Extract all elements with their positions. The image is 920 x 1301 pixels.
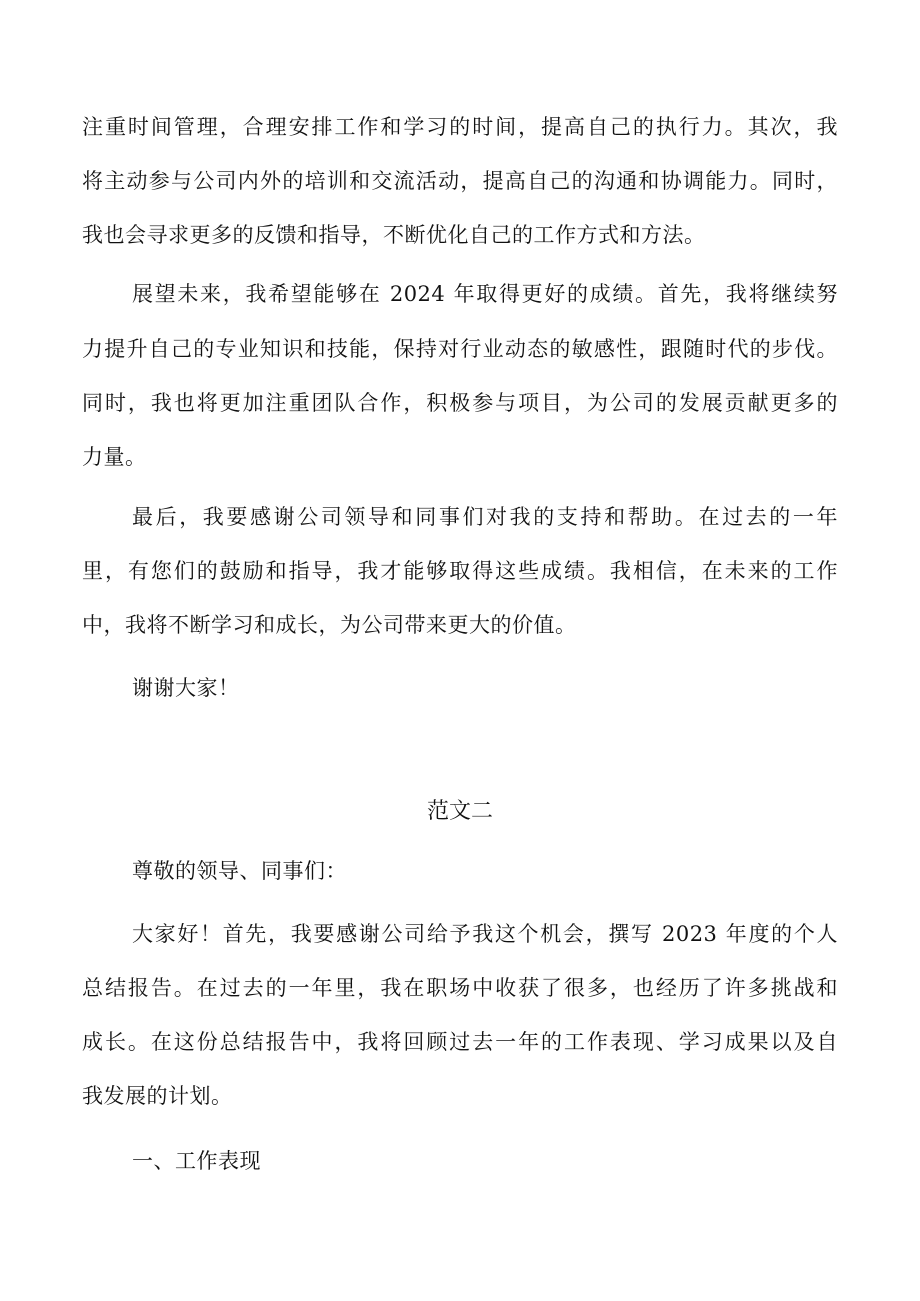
paragraph-line: 成长。在这份总结报告中，我将回顾过去一年的工作表现、学习成果以及自 [82,1030,838,1054]
paragraph-line: 同时，我也将更加注重团队合作，积极参与项目，为公司的发展贡献更多的 [82,391,838,415]
paragraph-line: 我也会寻求更多的反馈和指导，不断优化自己的工作方式和方法。 [82,223,706,247]
paragraph-line: 展望未来，我希望能够在 2024 年取得更好的成绩。首先，我将继续努 [132,282,838,306]
salutation: 尊敬的领导、同事们： [132,859,347,883]
closing-line: 谢谢大家！ [132,676,240,700]
paragraph-line: 总结报告。在过去的一年里，我在职场中收获了很多，也经历了许多挑战和 [82,976,838,1000]
paragraph-line: 力提升自己的专业知识和技能，保持对行业动态的敏感性，跟随时代的步伐。 [82,337,838,361]
paragraph-line: 大家好！首先，我要感谢公司给予我这个机会，撰写 2023 年度的个人 [132,922,838,946]
paragraph-line: 最后，我要感谢公司领导和同事们对我的支持和帮助。在过去的一年 [132,505,838,529]
paragraph-line: 中，我将不断学习和成长，为公司带来更大的价值。 [82,613,577,637]
subheading: 一、工作表现 [132,1149,261,1173]
paragraph-line: 我发展的计划。 [82,1084,233,1108]
paragraph-line: 里，有您们的鼓励和指导，我才能够取得这些成绩。我相信，在未来的工作 [82,559,838,583]
paragraph-line: 注重时间管理，合理安排工作和学习的时间，提高自己的执行力。其次，我 [82,115,838,139]
paragraph-line: 力量。 [82,445,147,469]
section-title: 范文二 [426,799,493,824]
paragraph-line: 将主动参与公司内外的培训和交流活动，提高自己的沟通和协调能力。同时， [82,169,838,193]
